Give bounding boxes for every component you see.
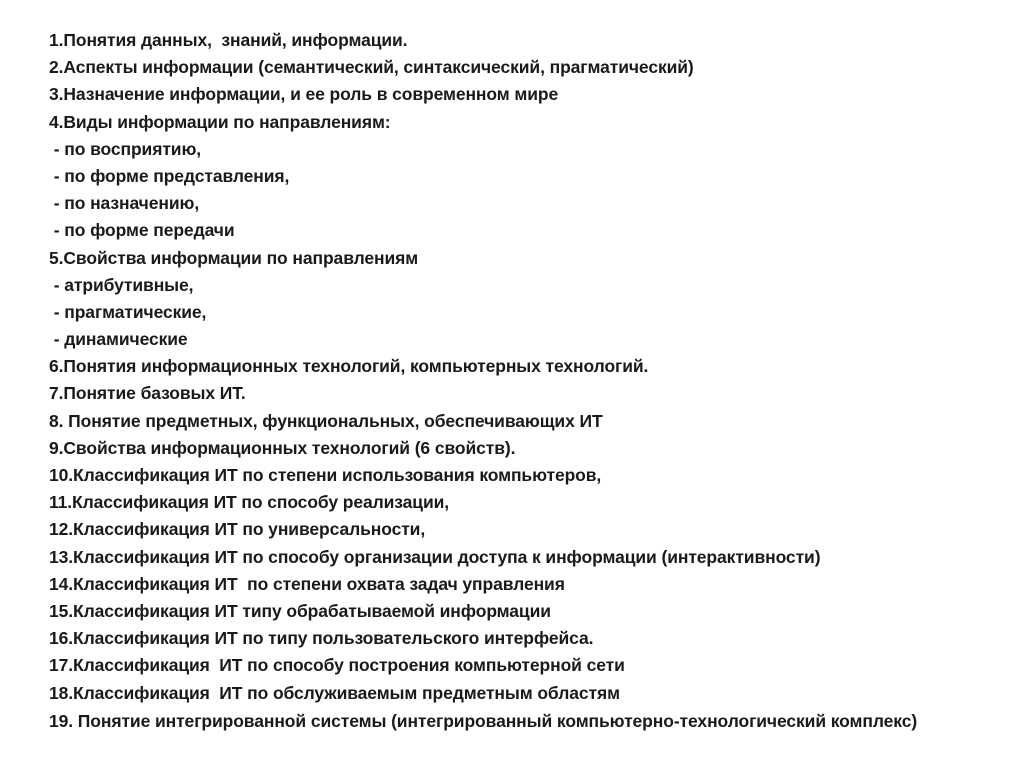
document-body xyxy=(49,27,999,731)
list-item: 1.Понятия данных, знаний, информации. xyxy=(49,30,408,50)
list-item: 15.Классификация ИТ типу обрабатываемой информации xyxy=(49,600,551,621)
list-item: 6.Понятия информационных технологий, компьютерных технологий. xyxy=(49,356,649,377)
list-item: 13.Классификация ИТ по способу организации доступа к информации (интерактивности) xyxy=(49,546,821,567)
list-item: 11.Классификация ИТ по способу реализации, xyxy=(49,492,450,513)
list-item: 16.Классификация ИТ по типу пользовательского интерфейса. xyxy=(49,628,594,649)
list-subitem: - по форме представления, xyxy=(49,165,290,186)
list-item: 3.Назначение информации, и ее роль в современном мире xyxy=(49,84,559,105)
list-subitem: - по восприятию, xyxy=(49,138,202,159)
list-item: 18.Классификация ИТ по обслуживаемым предметным областям xyxy=(49,682,620,703)
list-item: 14.Классификация ИТ по степени охвата задач управления xyxy=(49,573,565,594)
list-item: 7.Понятие базовых ИТ. xyxy=(49,383,246,404)
list-item: 19. Понятие интегрированной системы (интегрированный компьютерно-технологический комплекс) xyxy=(49,710,918,731)
list-item: 4.Виды информации по направлениям: xyxy=(49,111,391,132)
list-item: 5.Свойства информации по направлениям xyxy=(49,247,419,268)
list-subitem: - по назначению, xyxy=(49,193,200,214)
list-subitem: - атрибутивные, xyxy=(49,274,194,295)
list-item: 8. Понятие предметных, функциональных, обеспечивающих ИТ xyxy=(49,410,603,431)
list-item: 10.Классификация ИТ по степени использования компьютеров, xyxy=(49,465,602,485)
list-item: 12.Классификация ИТ по универсальности, xyxy=(49,519,426,540)
list-subitem: - динамические xyxy=(49,329,188,350)
list-subitem: - прагматические, xyxy=(49,301,207,322)
list-item: 17.Классификация ИТ по способу построения компьютерной сети xyxy=(49,655,625,676)
list-item: 9.Свойства информационных технологий (6 свойств). xyxy=(49,437,516,458)
list-subitem: - по форме передачи xyxy=(49,220,235,241)
list-item: 2.Аспекты информации (семантический, синтаксический, прагматический) xyxy=(49,57,694,78)
